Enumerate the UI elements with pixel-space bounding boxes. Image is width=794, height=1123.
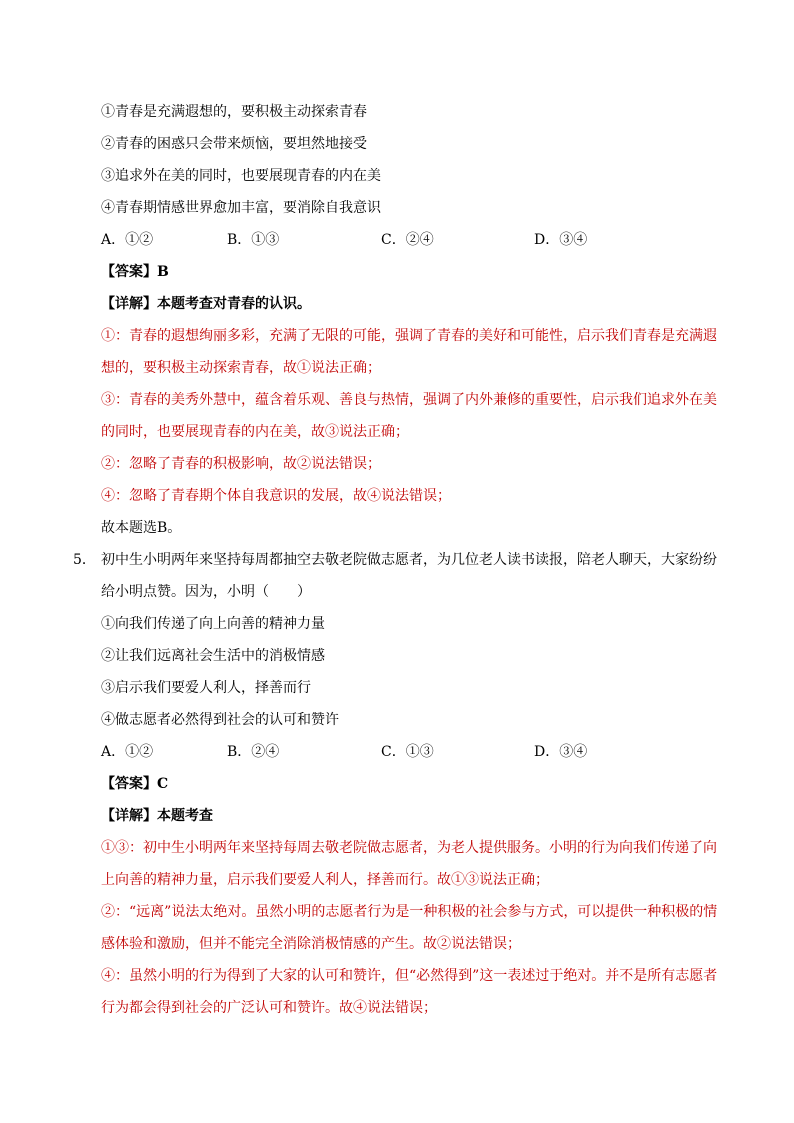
q5-number: 5． — [73, 552, 96, 568]
q4-explanation-line: 想的，要积极主动探索青春，故①说法正确； — [101, 360, 381, 376]
q4-option-c: C．②④ — [381, 232, 434, 248]
q4-option-d: D．③④ — [534, 232, 588, 248]
q4-explanation-line: 的同时，也要展现青春的内在美，故③说法正确； — [101, 424, 409, 440]
q5-stem: 初中生小明两年来坚持每周都抽空去敬老院做志愿者，为几位老人读书读报，陪老人聊天，大家纷纷 — [101, 552, 717, 568]
q5-explanation-line: ①③：初中生小明两年来坚持每周去敬老院做志愿者，为老人提供服务。小明的行为向我们传递了向 — [101, 840, 717, 856]
q5-options — [101, 742, 701, 762]
q4-options — [101, 230, 701, 250]
q4-statement-1: ①青春是充满遐想的，要积极主动探索青春 — [101, 104, 367, 120]
q4-explanation-line: ③：青春的美秀外慧中，蕴含着乐观、善良与热情，强调了内外兼修的重要性，启示我们追求外在美 — [101, 392, 717, 408]
q4-statement-4: ④青春期情感世界愈加丰富，要消除自我意识 — [101, 200, 381, 216]
q5-explanation-line: ④：虽然小明的行为得到了大家的认可和赞许，但“必然得到”这一表述过于绝对。并不是所有志愿者 — [101, 968, 718, 984]
q4-detail-heading: 【详解】本题考查对青春的认识。 — [101, 296, 311, 312]
q5-option-a: A．①② — [101, 744, 154, 760]
q5-explanation-line: 行为都会得到社会的广泛认可和赞许。故④说法错误； — [101, 1000, 437, 1016]
q5-detail-heading: 【详解】本题考查 — [101, 808, 213, 824]
q5-statement-1: ①向我们传递了向上向善的精神力量 — [101, 616, 325, 632]
q5-option-c: C．①③ — [381, 744, 434, 760]
q4-conclusion: 故本题选B。 — [101, 520, 182, 536]
q5-option-d: D．③④ — [534, 744, 588, 760]
q4-statement-2: ②青春的困惑只会带来烦恼，要坦然地接受 — [101, 136, 367, 152]
q5-explanation-line: ②：“远离”说法太绝对。虽然小明的志愿者行为是一种积极的社会参与方式，可以提供一种积极的情 — [101, 904, 718, 920]
q5-stem: 给小明点赞。因为，小明（ ） — [101, 584, 311, 600]
q4-statement-3: ③追求外在美的同时，也要展现青春的内在美 — [101, 168, 381, 184]
q5-statement-4: ④做志愿者必然得到社会的认可和赞许 — [101, 712, 339, 728]
q5-statement-2: ②让我们远离社会生活中的消极情感 — [101, 648, 325, 664]
q4-option-b: B．①③ — [227, 232, 280, 248]
q4-explanation-line: ④：忽略了青春期个体自我意识的发展，故④说法错误； — [101, 488, 451, 504]
q5-statement-3: ③启示我们要爱人利人，择善而行 — [101, 680, 311, 696]
q4-option-a: A．①② — [101, 232, 154, 248]
q4-answer: 【答案】B — [101, 264, 169, 280]
q5-explanation-line: 感体验和激励，但并不能完全消除消极情感的产生。故②说法错误； — [101, 936, 521, 952]
q5-option-b: B．②④ — [227, 744, 280, 760]
q4-explanation-line: ②：忽略了青春的积极影响，故②说法错误； — [101, 456, 381, 472]
q4-explanation-line: ①：青春的遐想绚丽多彩，充满了无限的可能，强调了青春的美好和可能性，启示我们青春是充满遐 — [101, 328, 717, 344]
q5-answer: 【答案】C — [101, 776, 169, 792]
q5-explanation-line: 上向善的精神力量，启示我们要爱人利人，择善而行。故①③说法正确； — [101, 872, 549, 888]
